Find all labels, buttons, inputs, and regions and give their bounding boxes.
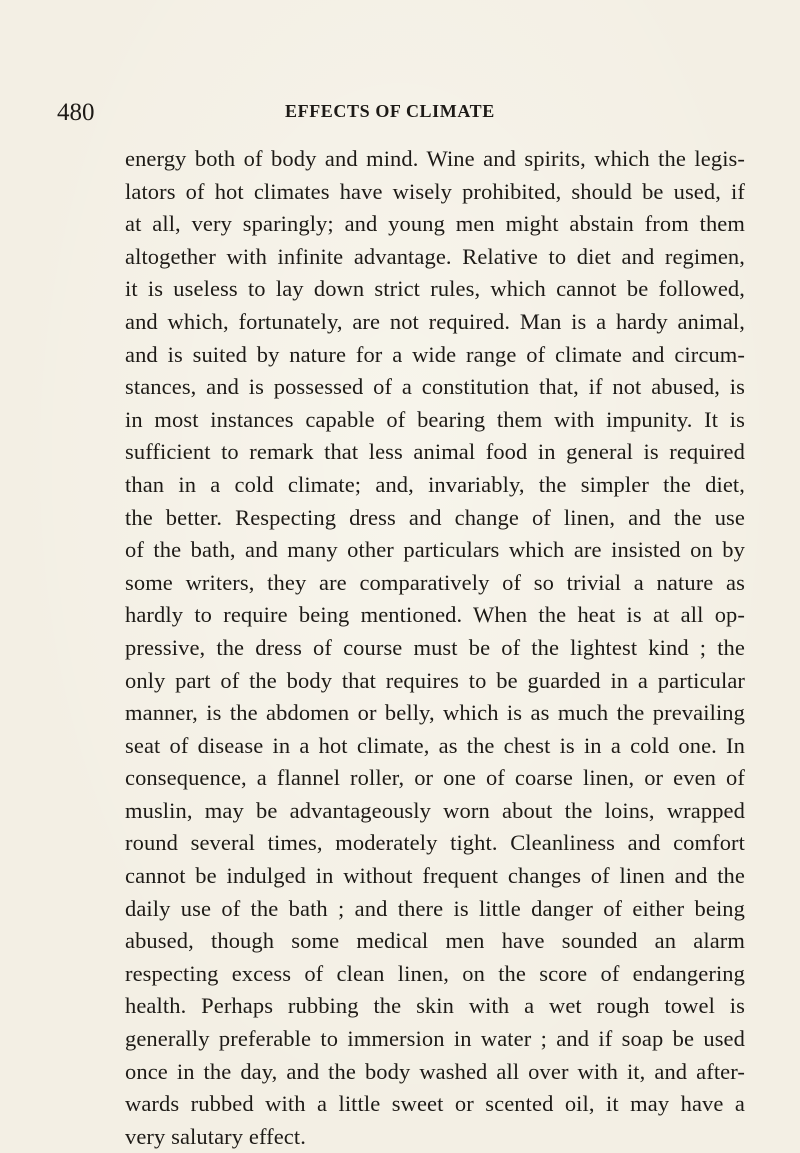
text-line: health. Perhaps rubbing the skin with a wet rough towel is <box>125 993 745 1019</box>
text-line: some writers, they are comparatively of so trivial a nature as <box>125 569 745 595</box>
text-line: and which, fortunately, are not required. Man is a hardy animal, <box>125 308 745 334</box>
text-line: pressive, the dress of course must be of the lightest kind ; the <box>125 634 745 660</box>
text-line: than in a cold climate; and, invariably, the simpler the diet, <box>125 471 745 497</box>
text-line: energy both of body and mind. Wine and spirits, which the legis- <box>125 146 745 171</box>
text-line: round several times, moderately tight. Cleanliness and comfort <box>125 830 745 856</box>
text-line: consequence, a flannel roller, or one of coarse linen, or even of <box>125 765 745 791</box>
text-line: wards rubbed with a little sweet or scented oil, it may have a <box>125 1091 745 1117</box>
text-line: of the bath, and many other particulars which are insisted on by <box>125 537 745 563</box>
text-line: respecting excess of clean linen, on the score of endangering <box>125 960 745 986</box>
body-text <box>125 143 745 1153</box>
text-line: seat of disease in a hot climate, as the chest is in a cold one. In <box>125 732 745 758</box>
text-line: lators of hot climates have wisely prohibited, should be used, if <box>125 178 745 204</box>
text-line: muslin, may be advantageously worn about the loins, wrapped <box>125 797 745 823</box>
text-line: abused, though some medical men have sounded an alarm <box>125 928 745 954</box>
text-line: and is suited by nature for a wide range of climate and circum- <box>125 341 745 367</box>
text-line: daily use of the bath ; and there is little danger of either being <box>125 895 745 921</box>
text-line: sufficient to remark that less animal food in general is required <box>125 439 745 465</box>
text-line: once in the day, and the body washed all over with it, and after- <box>125 1058 745 1084</box>
text-line: cannot be indulged in without frequent changes of linen and the <box>125 863 745 889</box>
text-line: the better. Respecting dress and change of linen, and the use <box>125 504 745 530</box>
text-line-last: very salutary effect. <box>125 1123 306 1149</box>
page-number: 480 <box>57 99 95 126</box>
text-line: in most instances capable of bearing them with impunity. It is <box>125 406 745 432</box>
text-line: generally preferable to immersion in water ; and if soap be used <box>125 1026 745 1052</box>
text-line: only part of the body that requires to be guarded in a particular <box>125 667 745 693</box>
running-head: EFFECTS OF CLIMATE <box>285 101 495 121</box>
text-line: it is useless to lay down strict rules, which cannot be followed, <box>125 276 745 302</box>
text-line: manner, is the abdomen or belly, which is as much the prevailing <box>125 700 745 726</box>
text-line: at all, very sparingly; and young men might abstain from them <box>125 211 745 237</box>
text-line: altogether with infinite advantage. Relative to diet and regimen, <box>125 243 745 269</box>
text-line: hardly to require being mentioned. When the heat is at all op- <box>125 602 745 628</box>
text-line: stances, and is possessed of a constitution that, if not abused, is <box>125 374 745 400</box>
